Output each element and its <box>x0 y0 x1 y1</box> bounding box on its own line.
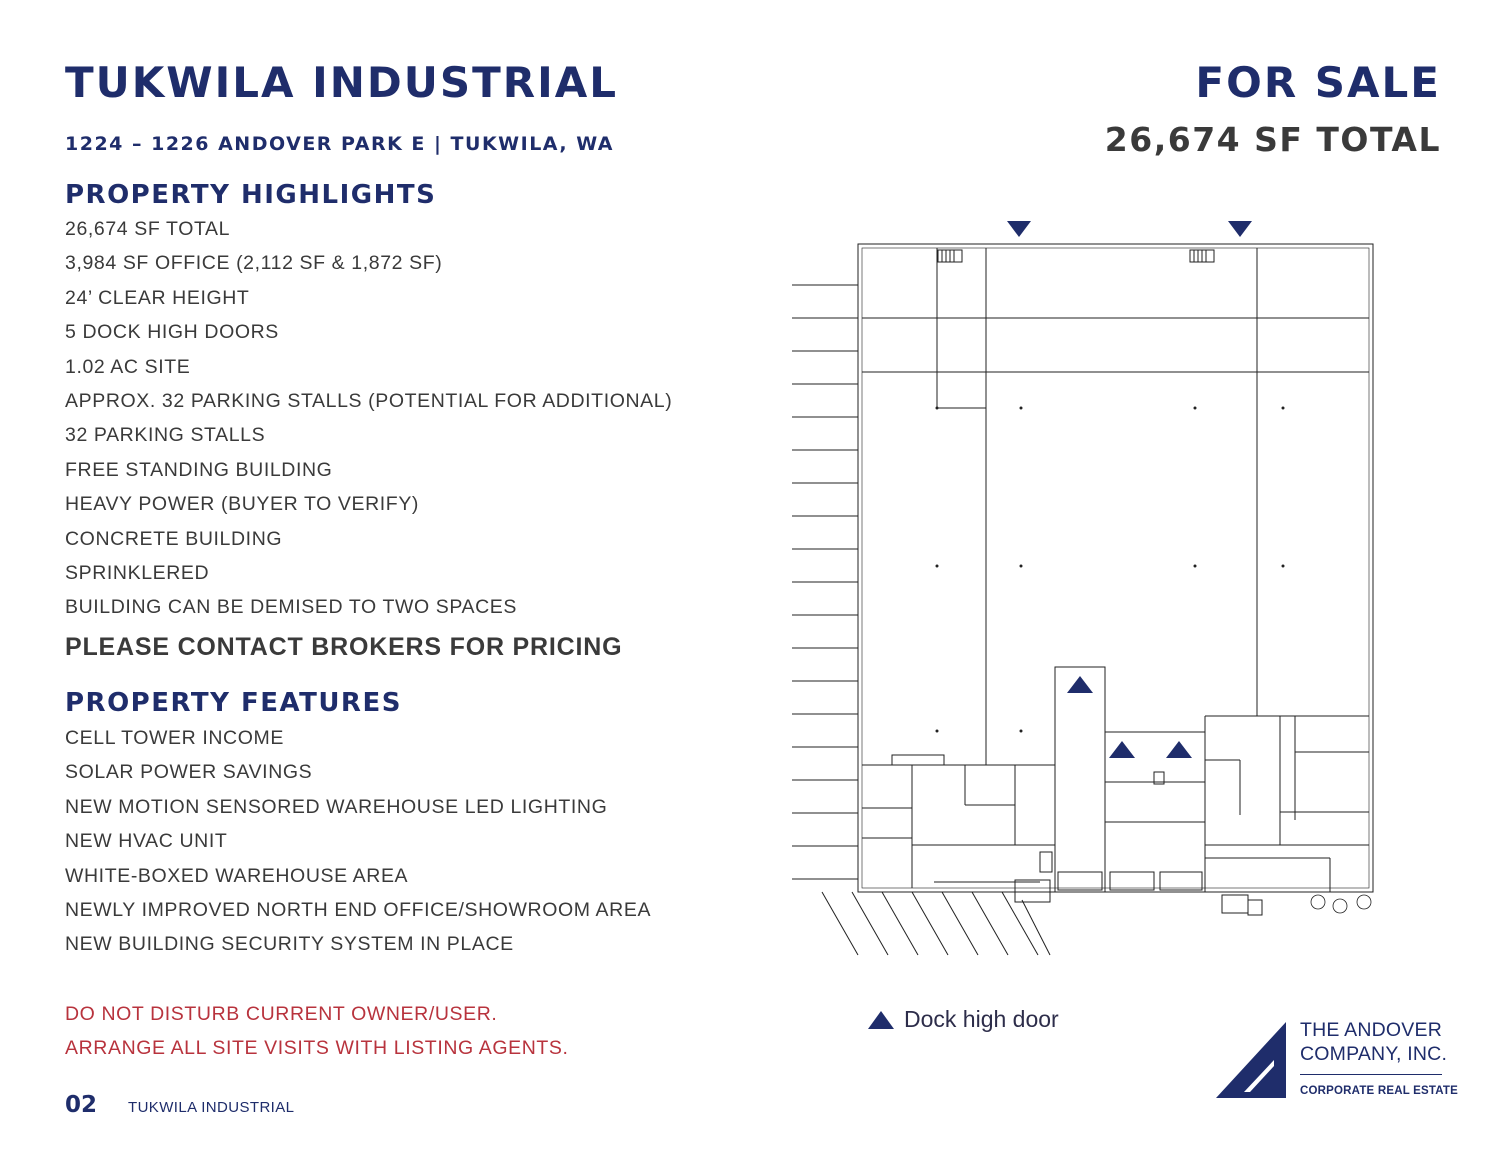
logo-line-2: COMPANY, INC. <box>1300 1043 1448 1065</box>
building-outline <box>858 244 1373 892</box>
notice-line-1: DO NOT DISTURB CURRENT OWNER/USER. <box>65 1003 498 1025</box>
list-item: 32 PARKING STALLS <box>65 424 266 447</box>
dock-door-marker-icon <box>1007 221 1031 237</box>
list-item: NEW BUILDING SECURITY SYSTEM IN PLACE <box>65 933 514 956</box>
list-item: 5 DOCK HIGH DOORS <box>65 321 279 344</box>
features-heading: PROPERTY FEATURES <box>65 688 402 718</box>
footer-label: TUKWILA INDUSTRIAL <box>128 1099 295 1116</box>
landscaping-symbols <box>1311 895 1371 913</box>
diagonal-parking-lines <box>822 892 1050 955</box>
notice-line-2: ARRANGE ALL SITE VISITS WITH LISTING AGENTS. <box>65 1037 569 1059</box>
total-square-footage: 26,674 SF TOTAL <box>1104 120 1441 159</box>
dock-door-marker-icon <box>1067 676 1093 693</box>
logo-line-1: THE ANDOVER <box>1300 1019 1442 1041</box>
list-item: CELL TOWER INCOME <box>65 727 284 749</box>
features-list <box>65 721 651 962</box>
dock-door-marker-icon <box>1228 221 1252 237</box>
list-item: BUILDING CAN BE DEMISED TO TWO SPACES <box>65 596 518 619</box>
list-item: 24’ CLEAR HEIGHT <box>65 286 250 309</box>
logo-divider <box>1300 1074 1442 1075</box>
dock-door-marker-icon <box>1109 741 1135 758</box>
highlights-heading: PROPERTY HIGHLIGHTS <box>65 180 437 210</box>
list-item: FREE STANDING BUILDING <box>65 458 333 481</box>
list-item: CONCRETE BUILDING <box>65 527 283 550</box>
legend-label: Dock high door <box>904 1006 1059 1032</box>
sale-status: FOR SALE <box>1195 58 1441 107</box>
floor-plan <box>790 215 1390 965</box>
highlights-list <box>65 212 672 625</box>
page-title: TUKWILA INDUSTRIAL <box>65 58 619 107</box>
property-address: 1224 – 1226 ANDOVER PARK E | TUKWILA, WA <box>65 133 614 155</box>
logo-tagline: CORPORATE REAL ESTATE <box>1300 1085 1458 1097</box>
dock-door-legend-icon <box>868 1010 894 1030</box>
list-item: NEW MOTION SENSORED WAREHOUSE LED LIGHTING <box>65 795 608 818</box>
dock-door-marker-icon <box>1166 741 1192 758</box>
list-item: HEAVY POWER (BUYER TO VERIFY) <box>65 493 420 516</box>
floorplan-legend <box>868 1006 1059 1033</box>
list-item: NEWLY IMPROVED NORTH END OFFICE/SHOWROOM AREA <box>65 898 652 921</box>
list-item: 3,984 SF OFFICE (2,112 SF & 1,872 SF) <box>65 252 443 275</box>
list-item: 26,674 SF TOTAL <box>65 218 231 240</box>
logo-wordmark <box>1300 1018 1447 1066</box>
list-item: SOLAR POWER SAVINGS <box>65 761 313 784</box>
list-item: APPROX. 32 PARKING STALLS (POTENTIAL FOR ADDITIONAL) <box>65 389 673 412</box>
parking-stall-lines <box>792 285 858 879</box>
list-item: SPRINKLERED <box>65 561 210 584</box>
list-item: NEW HVAC UNIT <box>65 830 228 853</box>
page-number: 02 <box>65 1092 98 1118</box>
list-item: 1.02 AC SITE <box>65 355 191 378</box>
pricing-contact-note: PLEASE CONTACT BROKERS FOR PRICING <box>65 633 623 661</box>
list-item: WHITE-BOXED WAREHOUSE AREA <box>65 864 409 887</box>
dock-door-markers <box>1007 221 1252 758</box>
